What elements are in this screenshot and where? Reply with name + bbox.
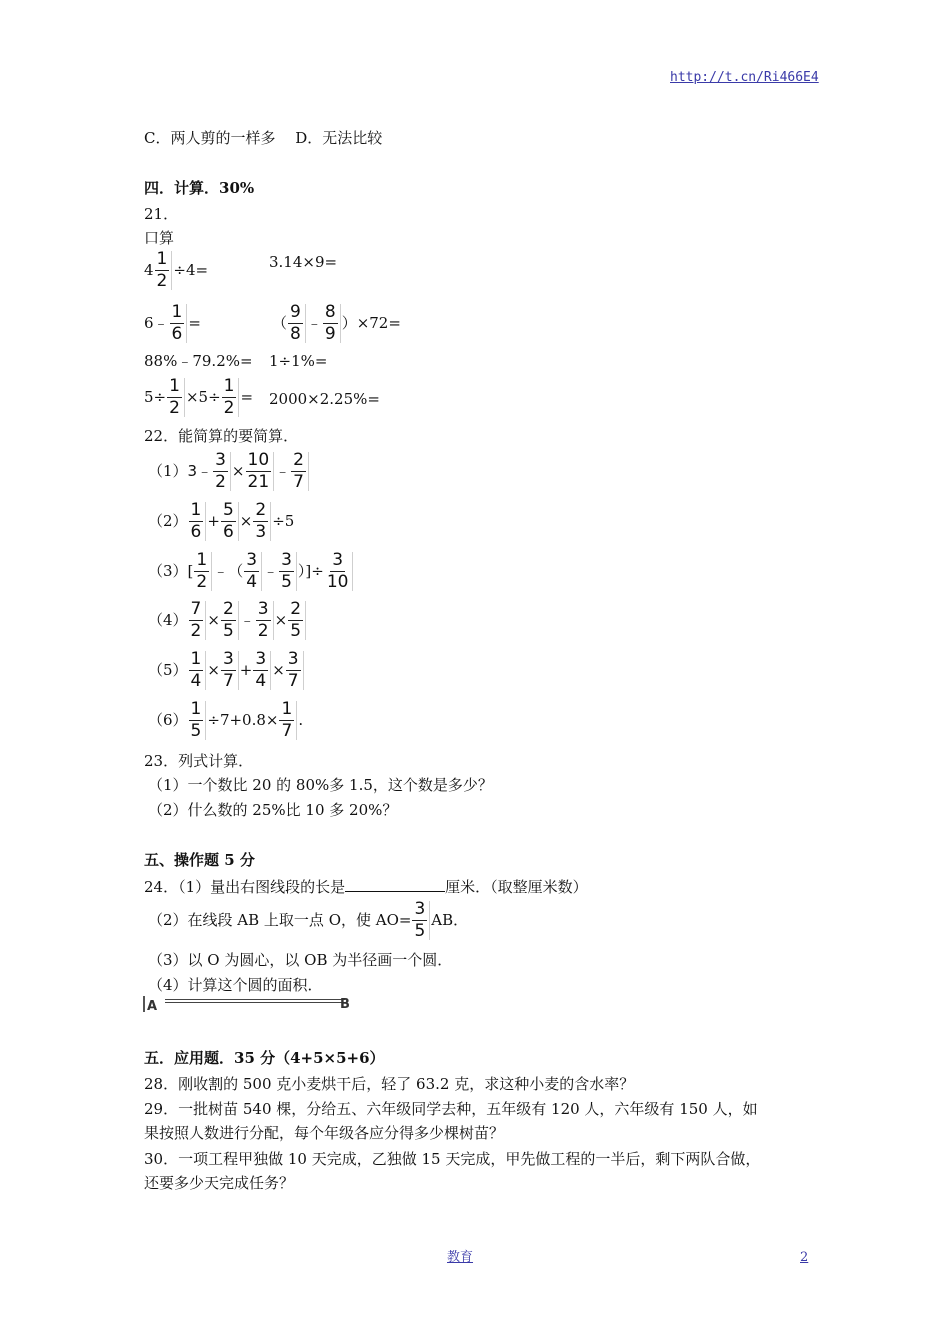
point-b-label: B: [340, 997, 350, 1012]
operator: ×: [207, 661, 220, 679]
operator: ﹣: [275, 462, 291, 480]
operator: ×: [239, 512, 253, 530]
denominator: 7: [293, 471, 304, 492]
fraction: [256, 598, 274, 641]
numerator: 2: [290, 598, 302, 619]
numerator: 1: [169, 375, 180, 396]
q22-part-1: [148, 449, 310, 493]
q29-line-2: 果按照人数进行分配，每个年级各应分得多少棵树苗？: [144, 1124, 505, 1142]
operator: ×: [207, 611, 220, 629]
denominator: 4: [246, 571, 258, 592]
segment-left-tick: [143, 996, 145, 1012]
expr-tail: ）×72=: [341, 314, 401, 332]
numerator: 3: [222, 648, 234, 669]
close-bracket: ）]÷: [297, 562, 324, 580]
header-url-link[interactable]: http://t.cn/Ri466E4: [670, 70, 819, 85]
operator: ﹣（: [213, 562, 244, 580]
part-label: （6）: [148, 711, 188, 729]
fraction: [167, 375, 185, 418]
denominator: 7: [281, 720, 293, 741]
numerator: 1: [156, 248, 168, 269]
numerator: 3: [255, 648, 267, 669]
page-number[interactable]: 2: [800, 1250, 809, 1265]
q21-expr-2: 3.14×9=: [269, 253, 338, 271]
fraction: [189, 648, 207, 691]
denominator: 2: [169, 397, 180, 418]
q24-part-1-text: 24．（1）量出右图线段的长是: [144, 878, 346, 896]
denominator: 2: [223, 397, 235, 418]
expr-tail: ÷4=: [173, 261, 209, 279]
denominator: 6: [222, 521, 234, 542]
numerator: 1: [171, 301, 183, 322]
q24-part-3: （3）以 O 为圆心，以 OB 为半径画一个圆．: [148, 951, 453, 969]
numerator: 1: [190, 648, 202, 669]
denominator: 5: [190, 720, 202, 741]
fraction: [325, 549, 354, 592]
numerator: 2: [293, 449, 304, 470]
fraction: [189, 499, 207, 542]
denominator: 4: [190, 670, 202, 691]
q21-expr-3: [144, 302, 201, 344]
numerator: 3: [257, 598, 269, 619]
segment-line-shadow: [165, 1002, 345, 1003]
segment-line: [165, 999, 345, 1000]
expr-tail: =: [240, 388, 254, 406]
numerator: 3: [287, 648, 299, 669]
q24-part-2: [148, 898, 468, 942]
q23-part-1: （1）一个数比 20 的 80%多 1.5，这个数是多少？: [148, 776, 493, 794]
open-bracket: [: [187, 562, 194, 580]
fraction: [412, 898, 430, 941]
operator: ÷7+0.8×: [207, 711, 279, 729]
q24-part-2-tail: AB．: [431, 911, 469, 929]
fraction: [222, 375, 240, 418]
section-5-operation-title: 五、操作题 5 分: [144, 851, 255, 869]
numerator: 1: [196, 549, 208, 570]
denominator: 2: [190, 620, 202, 641]
fraction: [279, 698, 297, 741]
q23-part-2: （2）什么数的 25%比 10 多 20%？: [148, 801, 398, 819]
numerator: 3: [215, 449, 226, 470]
open-paren: （: [272, 314, 288, 332]
denominator: 2: [257, 620, 269, 641]
expr-tail: .: [298, 711, 304, 729]
numerator: 3: [332, 549, 344, 570]
denominator: 4: [255, 670, 267, 691]
q22-part-6: [148, 698, 303, 742]
fraction: [253, 648, 271, 691]
q28: 28．刚收割的 500 克小麦烘干后，轻了 63.2 克，求这种小麦的含水率？: [144, 1075, 635, 1093]
expr-tail: ÷5: [272, 512, 295, 530]
numerator: 9: [290, 301, 301, 322]
denominator: 2: [156, 270, 168, 291]
expr-tail: =: [188, 314, 201, 332]
operator: ×: [231, 462, 245, 480]
q24-part-2-text: （2）在线段 AB 上取一点 O，使 AO=: [148, 911, 412, 929]
q21-expr-5: 88%﹣79.2%=: [144, 352, 253, 370]
denominator: 5: [222, 620, 234, 641]
part-label: （4）: [148, 611, 188, 629]
numerator: 3: [414, 898, 426, 919]
operator: +: [207, 512, 220, 530]
fraction: [246, 449, 275, 492]
numerator: 2: [222, 598, 234, 619]
q22-part-3: [148, 549, 354, 593]
numerator: 3: [246, 549, 258, 570]
fraction: [194, 549, 212, 592]
expr-head: 5÷: [144, 388, 167, 406]
q22-part-5: [148, 648, 305, 692]
section-4-title: 四．计算．30%: [144, 179, 255, 197]
denominator: 21: [247, 471, 270, 492]
numerator: 5: [222, 499, 234, 520]
denominator: 10: [326, 571, 349, 592]
q30-line-1: 30．一项工程甲独做 10 天完成，乙独做 15 天完成，甲先做工程的一半后，剩下两队合做，: [144, 1150, 761, 1168]
part-label: （1）: [148, 462, 188, 480]
numerator: 2: [255, 499, 267, 520]
numerator: 1: [190, 499, 202, 520]
fraction: [279, 549, 297, 592]
fraction: [323, 301, 341, 344]
denominator: 8: [290, 323, 301, 344]
fraction: [155, 248, 173, 291]
denominator: 5: [414, 920, 426, 941]
numerator: 1: [281, 698, 293, 719]
part-label: （3）: [148, 562, 188, 580]
q21-expr-4: [272, 302, 401, 344]
answer-blank[interactable]: [345, 875, 445, 892]
q22-part-2: [148, 499, 294, 543]
q23-title: 23．列式计算．: [144, 752, 254, 770]
expr-head: 3﹣: [187, 462, 213, 480]
denominator: 3: [255, 521, 267, 542]
q30-line-2: 还要多少天完成任务？: [144, 1174, 295, 1192]
fraction: [291, 449, 309, 492]
section-5-application-title: 五．应用题．35 分（4+5×5+6）: [144, 1049, 385, 1067]
fraction: [253, 499, 271, 542]
fraction: [288, 598, 306, 641]
expr-mid: ×5÷: [185, 388, 221, 406]
q21-expr-8: 2000×2.25%=: [269, 390, 380, 408]
numerator: 10: [247, 449, 270, 470]
denominator: 2: [215, 471, 226, 492]
part-label: （2）: [148, 512, 188, 530]
denominator: 5: [290, 620, 302, 641]
q21-expr-7: [144, 376, 253, 418]
previous-options: C．两人剪的一样多 D．无法比较: [144, 129, 383, 147]
fraction: [213, 449, 231, 492]
operator: ﹣: [263, 562, 279, 580]
footer-center-link[interactable]: 教育: [447, 1250, 474, 1265]
fraction: [189, 698, 207, 741]
operator: ×: [272, 661, 285, 679]
q22-title: 22．能简算的要简算．: [144, 427, 299, 445]
q29-line-1: 29．一批树苗 540 棵，分给五、六年级同学去种，五年级有 120 人，六年级有 150 人，如: [144, 1100, 758, 1118]
denominator: 6: [190, 521, 202, 542]
fraction: [221, 648, 239, 691]
denominator: 5: [281, 571, 292, 592]
denominator: 7: [287, 670, 299, 691]
q21-number: 21．: [144, 205, 179, 223]
numerator: 1: [190, 698, 202, 719]
fraction: [221, 499, 239, 542]
numerator: 8: [324, 301, 336, 322]
q21-expr-6: 1÷1%=: [269, 352, 328, 370]
denominator: 7: [222, 670, 234, 691]
q24-part-1-tail: 厘米．（取整厘米数）: [445, 878, 588, 896]
fraction: [170, 301, 188, 344]
fraction: [244, 549, 262, 592]
numerator: 7: [190, 598, 202, 619]
fraction: [288, 301, 306, 344]
operator: ﹣: [239, 611, 255, 629]
numerator: 1: [223, 375, 235, 396]
expr-head: 6﹣: [144, 314, 169, 332]
q21-expr-1: [144, 250, 208, 290]
denominator: 2: [196, 571, 208, 592]
minus-sign: ﹣: [306, 314, 322, 332]
denominator: 9: [324, 323, 336, 344]
fraction: [221, 598, 239, 641]
q24-part-1: [144, 875, 588, 897]
denominator: 6: [171, 323, 183, 344]
operator: ×: [274, 611, 288, 629]
q21-label: 口算: [144, 229, 175, 247]
fraction: [189, 598, 207, 641]
q24-part-4: （4）计算这个圆的面积．: [148, 976, 323, 994]
operator: +: [239, 661, 253, 679]
fraction: [286, 648, 304, 691]
point-a-label: A: [147, 999, 158, 1014]
q22-part-4: [148, 598, 307, 642]
whole-number: 4: [144, 261, 154, 279]
part-label: （5）: [148, 661, 188, 679]
numerator: 3: [281, 549, 292, 570]
